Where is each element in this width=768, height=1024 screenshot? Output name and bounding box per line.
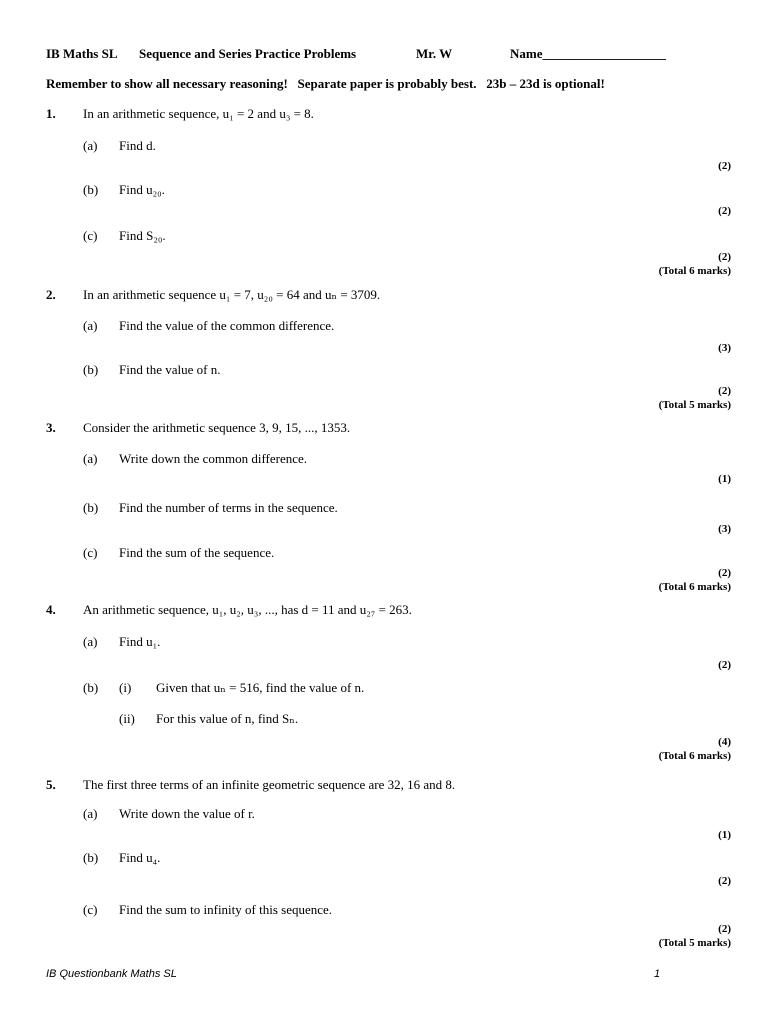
- question-4bii-label: (ii): [119, 711, 135, 726]
- question-3b-text: Find the number of terms in the sequence.: [119, 500, 338, 515]
- question-4b-marks: (4): [718, 736, 731, 748]
- question-2a-marks: (3): [718, 342, 731, 354]
- question-3-total: (Total 6 marks): [658, 581, 731, 593]
- question-5b-marks: (2): [718, 875, 731, 887]
- question-1a-label: (a): [83, 138, 98, 153]
- question-3b-label: (b): [83, 500, 99, 515]
- question-4a-text: Find u₁.: [119, 634, 161, 649]
- question-4a-label: (a): [83, 634, 98, 649]
- question-2a-text: Find the value of the common difference.: [119, 318, 335, 333]
- question-3c-label: (c): [83, 545, 98, 560]
- course-title: IB Maths SL: [46, 46, 118, 61]
- question-5a-text: Write down the value of r.: [119, 806, 255, 821]
- question-3a-marks: (1): [718, 473, 731, 485]
- question-1b-label: (b): [83, 182, 99, 197]
- question-4bi-label: (i): [119, 680, 132, 695]
- question-5c-marks: (2): [718, 923, 731, 935]
- footer-page-number: 1: [654, 968, 661, 980]
- question-5b-label: (b): [83, 850, 99, 865]
- question-4bii-text: For this value of n, find Sₙ.: [156, 711, 299, 726]
- question-1b-text: Find u₂₀.: [119, 182, 165, 197]
- question-3c-text: Find the sum of the sequence.: [119, 545, 275, 560]
- question-1-stem: In an arithmetic sequence, u₁ = 2 and u₃ = 8.: [83, 106, 314, 121]
- question-2b-marks: (2): [718, 385, 731, 397]
- question-5a-marks: (1): [718, 829, 731, 841]
- question-1a-text: Find d.: [119, 138, 156, 153]
- question-3-number: 3.: [46, 420, 56, 435]
- question-4a-marks: (2): [718, 659, 731, 671]
- question-1b-marks: (2): [718, 205, 731, 217]
- worksheet-title: Sequence and Series Practice Problems: [139, 46, 357, 61]
- question-2-stem: In an arithmetic sequence u₁ = 7, u₂₀ = 64 and uₙ = 3709.: [83, 287, 381, 302]
- question-1-total: (Total 6 marks): [658, 265, 731, 277]
- question-3c-marks: (2): [718, 567, 731, 579]
- instructions: Remember to show all necessary reasoning! Separate paper is probably best. 23b – 23d is optional!: [46, 76, 605, 91]
- question-3a-text: Write down the common difference.: [119, 451, 308, 466]
- question-5b-text: Find u₄.: [119, 850, 161, 865]
- question-2-total: (Total 5 marks): [658, 399, 731, 411]
- question-1c-label: (c): [83, 228, 98, 243]
- question-1c-marks: (2): [718, 251, 731, 263]
- question-5-total: (Total 5 marks): [658, 937, 731, 949]
- question-2b-label: (b): [83, 362, 99, 377]
- question-3-stem: Consider the arithmetic sequence 3, 9, 15, ..., 1353.: [83, 420, 351, 435]
- question-1c-text: Find S₂₀.: [119, 228, 166, 243]
- question-2-number: 2.: [46, 287, 56, 302]
- question-4bi-text: Given that uₙ = 516, find the value of n.: [156, 680, 365, 695]
- question-1a-marks: (2): [718, 160, 731, 172]
- question-1-number: 1.: [46, 106, 56, 121]
- question-5c-label: (c): [83, 902, 98, 917]
- question-5-number: 5.: [46, 777, 56, 792]
- question-5-stem: The first three terms of an infinite geometric sequence are 32, 16 and 8.: [83, 777, 456, 792]
- question-4b-label: (b): [83, 680, 99, 695]
- question-2a-label: (a): [83, 318, 98, 333]
- question-5c-text: Find the sum to infinity of this sequence.: [119, 902, 333, 917]
- footer-source: IB Questionbank Maths SL: [46, 968, 177, 980]
- question-4-stem: An arithmetic sequence, u₁, u₂, u₃, ..., has d = 11 and u₂₇ = 263.: [83, 602, 412, 617]
- question-4-total: (Total 6 marks): [658, 750, 731, 762]
- student-name-field: Name___________________: [510, 46, 666, 61]
- question-5a-label: (a): [83, 806, 98, 821]
- question-3a-label: (a): [83, 451, 98, 466]
- question-2b-text: Find the value of n.: [119, 362, 221, 377]
- teacher-name: Mr. W: [416, 46, 453, 61]
- question-4-number: 4.: [46, 602, 56, 617]
- question-3b-marks: (3): [718, 523, 731, 535]
